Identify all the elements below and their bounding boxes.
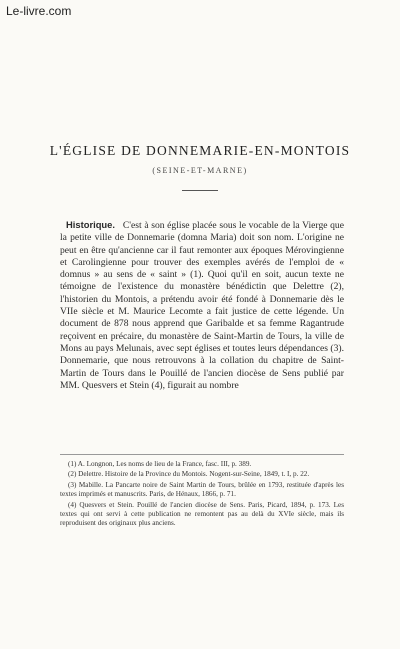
body-text: C'est à son église placée sous le vocable de la Vierge que la petite ville de Donnemarie (domna Maria) doit son nom. L'origine ne peut en être qu'ancienne car il faut remonter aux époques Mérovingienne et Carolingienne pour trouver des exemples avérés de l'emploi de « domnus » au sens de « saint » (1). Quoi qu'il en soit, aucun texte ne témoigne de l'existence du monastère bénédictin que Delettre (2), l'historien du Montois, a prétendu avoir été fondé à Donnemarie dès le VIIe siècle et M. Maurice Lecomte a fait justice de cette légende. Un document de 878 nous apprend que Garibalde et sa femme Ragantrude reçoivent en précaire, du monastère de Saint-Martin de Tours, la ville de Mons au pays Melunais, avec sept églises et toutes leurs dépendances (3). Donnemarie, que nous retrouvons à la collation du chapitre de Saint-Martin de Tours dans le Pouillé de l'ancien diocèse de Sens publié par MM. Quesvers et Stein (4), figurait au nombre	[60, 220, 344, 391]
page-title: L'ÉGLISE DE DONNEMARIE-EN-MONTOIS	[49, 143, 351, 158]
section-heading: Historique.	[66, 219, 115, 230]
title-divider	[182, 190, 218, 191]
page-subtitle: (SEINE-ET-MARNE)	[152, 166, 248, 175]
footnotes	[60, 460, 344, 530]
body-paragraph	[60, 219, 344, 392]
footnote: (2) Delettre. Histoire de la Province du Montois. Nogent-sur-Seine, 1849, t. I, p. 22.	[68, 470, 310, 479]
footnote: (4) Quesvers et Stein. Pouillé de l'ancien diocèse de Sens. Paris, Picard, 1894, p. 173. Les textes qui ont servi à cette publication ne remontent pas au delà du XVIe siècle, mais ils reproduisent des originaux plus anciens.	[60, 500, 344, 528]
footnote: (3) Mabille. La Pancarte noire de Saint Martin de Tours, brûlée en 1793, restituée d'après les textes imprimés et manuscrits. Paris, de Hénaux, 1866, p. 71.	[60, 480, 344, 499]
footnote-divider	[60, 454, 344, 455]
site-watermark: Le-livre.com	[6, 4, 72, 18]
footnote: (1) A. Longnon, Les noms de lieu de la France, fasc. III, p. 389.	[68, 460, 252, 468]
